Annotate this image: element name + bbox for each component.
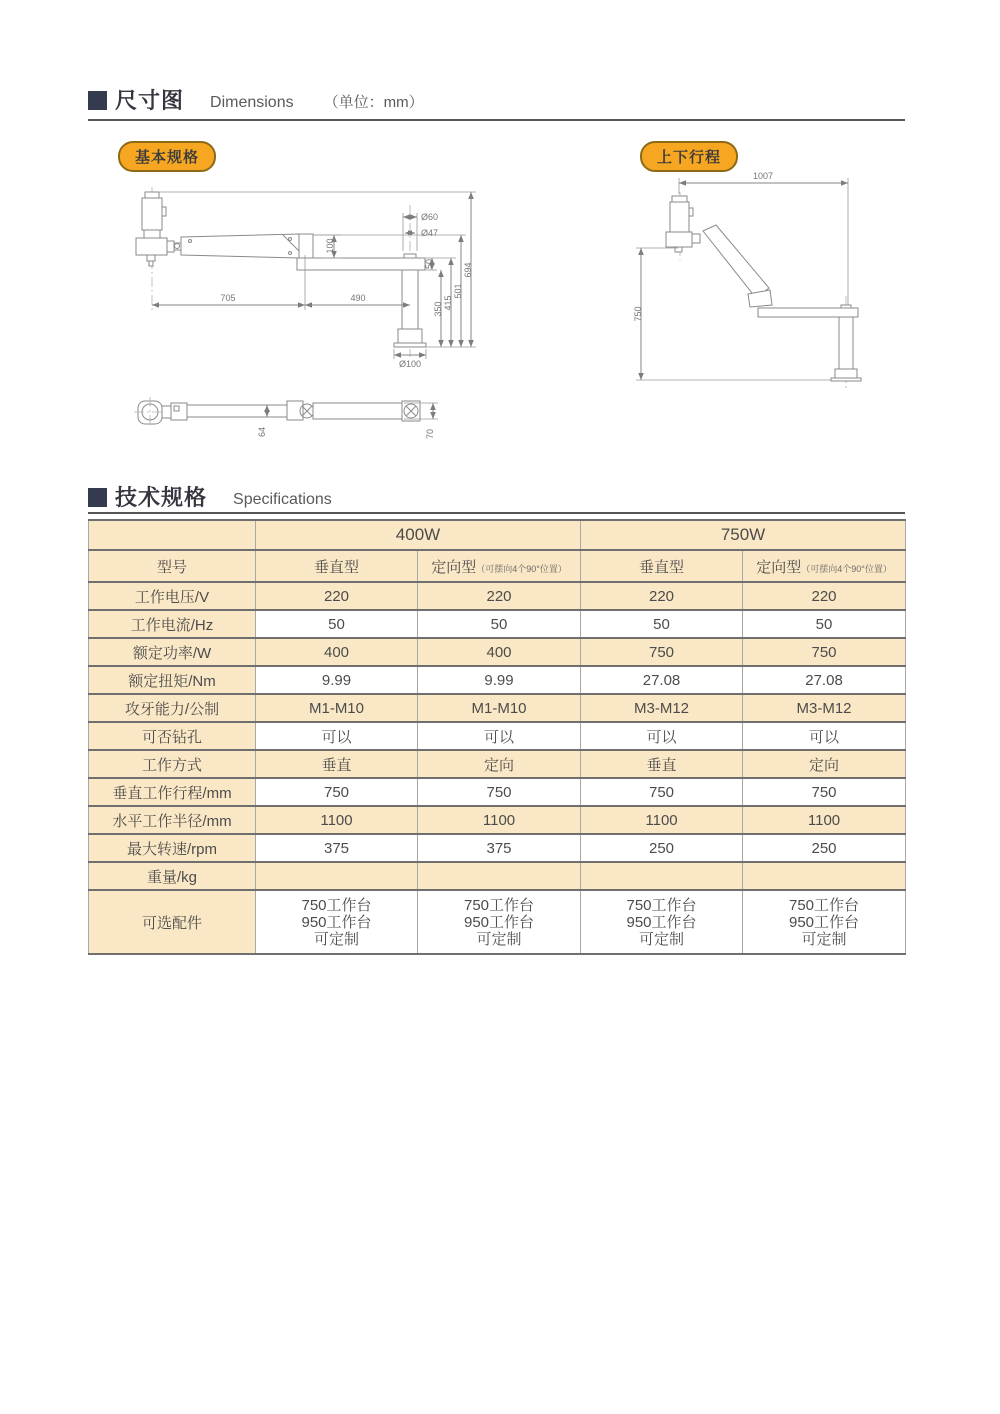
cell [256,890,418,954]
dim-label-705: 705 [220,293,236,303]
cell: 1100 [256,806,418,834]
dim-label-d60: Ø60 [421,212,439,222]
cell: 250 [743,834,906,862]
accessory-line: 750工作台 [789,896,860,914]
accessory-line: 750工作台 [463,896,535,914]
column-type [743,550,906,582]
cell: 1100 [743,806,906,834]
empty-corner-cell [89,520,256,550]
specs-section-header [88,487,332,509]
table-row [89,694,906,722]
row-label: 额定功率/W [89,638,256,666]
dim-label-d100: Ø100 [398,359,422,369]
row-label: 水平工作半径/mm [89,806,256,834]
unit-note: （单位：mm） [323,94,424,111]
column-type [581,550,743,582]
cell: 750 [581,778,743,806]
table-row [89,862,906,890]
column-type [418,550,581,582]
type-name: 定向型 [431,558,477,576]
type-name: 定向型 [756,558,802,576]
model-label: 型号 [89,550,256,582]
accessory-line: 950工作台 [301,913,372,931]
type-name: 垂直型 [313,558,359,576]
cell: 27.08 [743,666,906,694]
cell: 400 [418,638,581,666]
top-view-drawing [100,394,460,452]
cell [743,890,906,954]
table-row [89,778,906,806]
model-type-row [89,550,906,582]
section-square-icon [88,91,107,110]
dimensions-title-en: Dimensions [210,94,294,111]
cell: M3-M12 [743,694,906,722]
cell: 垂直 [581,750,743,778]
dim-label-50: 50 [424,258,434,270]
cell: 750 [256,778,418,806]
dimensions-section-header [88,90,424,112]
cell: M1-M10 [418,694,581,722]
cell: 定向 [743,750,906,778]
power-group-row [89,520,906,550]
group-header-400w: 400W [256,520,581,550]
front-view-drawing [100,183,480,383]
row-label: 垂直工作行程/mm [89,778,256,806]
dim-label-64: 64 [257,426,267,438]
cell: 750 [743,638,906,666]
accessory-line: 950工作台 [463,913,535,931]
cell: 220 [581,582,743,610]
accessory-line: 750工作台 [626,896,697,914]
accessory-line: 可定制 [639,930,685,948]
cell: 27.08 [581,666,743,694]
cell: 可以 [581,722,743,750]
table-row [89,582,906,610]
specs-title-zh: 技术规格 [115,485,208,510]
dim-label-490: 490 [350,293,366,303]
cell: 垂直 [256,750,418,778]
cell [581,862,743,890]
stroke-view-drawing [628,168,918,393]
cell [418,890,581,954]
type-note: （可摆向4个90°位置） [801,563,892,574]
row-label: 攻牙能力/公制 [89,694,256,722]
cell: 750 [581,638,743,666]
type-note: （可摆向4个90°位置） [476,563,567,574]
dim-label-1007: 1007 [752,171,774,181]
dim-label-415: 415 [443,295,453,311]
cell: 9.99 [418,666,581,694]
row-label: 可选配件 [89,890,256,954]
cell: 可以 [256,722,418,750]
table-row [89,834,906,862]
cell: 220 [256,582,418,610]
accessory-line: 可定制 [801,930,847,948]
row-label: 工作方式 [89,750,256,778]
type-name: 垂直型 [639,558,685,576]
dim-label-501: 501 [453,283,463,299]
cell: 220 [418,582,581,610]
table-row [89,806,906,834]
cell: 9.99 [256,666,418,694]
table-row [89,750,906,778]
column-type [256,550,418,582]
dim-label-70: 70 [425,428,435,440]
table-row [89,722,906,750]
cell: 可以 [743,722,906,750]
cell: 1100 [418,806,581,834]
row-label: 工作电压/V [89,582,256,610]
specifications-table [88,519,906,955]
accessory-line: 950工作台 [626,913,697,931]
cell [743,862,906,890]
row-label: 工作电流/Hz [89,610,256,638]
cell: 可以 [418,722,581,750]
cell: 375 [418,834,581,862]
table-row [89,610,906,638]
cell [256,862,418,890]
cell: 400 [256,638,418,666]
dim-label-100: 100 [325,238,335,254]
dimensions-title-zh: 尺寸图 [115,88,185,113]
cell: 50 [256,610,418,638]
table-row [89,638,906,666]
cell: 1100 [581,806,743,834]
row-label: 可否钻孔 [89,722,256,750]
cell: M1-M10 [256,694,418,722]
badge-stroke: 上下行程 [640,141,738,172]
accessory-line: 可定制 [313,930,359,948]
row-label: 重量/kg [89,862,256,890]
accessories-row [89,890,906,954]
section-square-icon [88,488,107,507]
cell [418,862,581,890]
cell: 220 [743,582,906,610]
row-label: 最大转速/rpm [89,834,256,862]
accessory-line: 950工作台 [789,913,860,931]
dim-label-694: 694 [463,262,473,278]
specs-title-en: Specifications [233,491,332,508]
cell: 50 [418,610,581,638]
cell [581,890,743,954]
accessory-line: 750工作台 [301,896,372,914]
dim-label-350: 350 [433,301,443,317]
dimensions-header-rule [88,119,905,121]
cell: 定向 [418,750,581,778]
cell: 50 [743,610,906,638]
group-header-750w: 750W [581,520,906,550]
cell: 375 [256,834,418,862]
specs-header-rule [88,512,905,514]
cell: M3-M12 [581,694,743,722]
cell: 750 [418,778,581,806]
cell: 750 [743,778,906,806]
cell: 50 [581,610,743,638]
dim-label-750: 750 [633,306,643,322]
badge-basic-spec: 基本规格 [118,141,216,172]
table-row [89,666,906,694]
row-label: 额定扭矩/Nm [89,666,256,694]
dim-label-d47: Ø47 [421,228,439,238]
accessory-line: 可定制 [476,930,522,948]
cell: 250 [581,834,743,862]
